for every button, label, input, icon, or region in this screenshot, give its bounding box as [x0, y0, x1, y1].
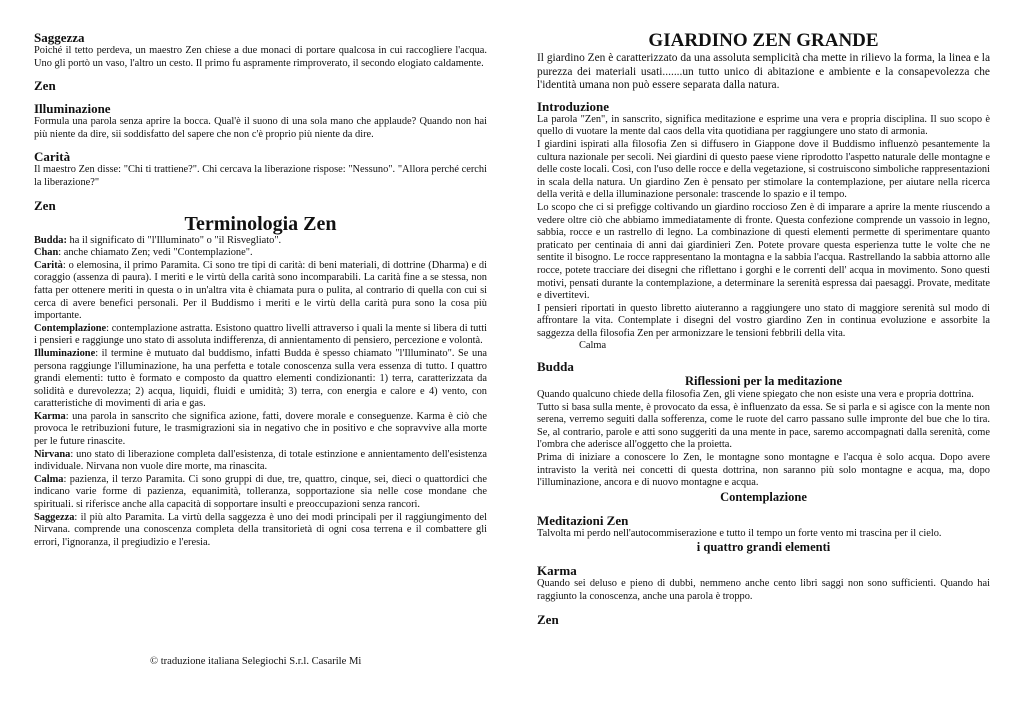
- section-text: La parola "Zen", in sanscrito, significa meditazione e esprime una vera e propria disciplina. Il suo scopo è quello di vuotare la mente dal caos della vita quotidiana per raggiungere uno stato di armonia.: [537, 113, 990, 138]
- main-title: GIARDINO ZEN GRANDE: [648, 30, 879, 51]
- section-heading: Riflessioni per la meditazione: [684, 374, 843, 389]
- section-heading: i quattro grandi elementi: [696, 540, 831, 555]
- section-label: Calma: [579, 340, 607, 352]
- section-title: Saggezza: [34, 30, 85, 45]
- section-text: Talvolta mi perdo nell'autocommiserazione e tutto il tempo un forte vento mi trascina per il cielo.: [537, 527, 942, 539]
- section-title: Meditazioni Zen: [537, 512, 629, 528]
- term-def: : pazienza, il terzo Paramita. Ci sono gruppi di due, tre, quattro, cinque, sei, dieci o quattordici che indicano varie forme di pazienza, equanimità, tolleranza, sopportazione sia nelle cose mondane che spirituali. si riferisce anche alla capacità di sopportare insulti e preoccupazioni senza rancori.: [34, 473, 487, 511]
- terminology-list: [34, 235, 487, 550]
- term-entry: [34, 260, 487, 323]
- term-def: : il termine è mutuato dal buddismo, infatti Budda è spesso chiamato "l'Illuminato". Se una persona raggiunge l'illuminazione, ha una perfetta e totale conoscenza sulla vera essenza di tutto. I quattro grandi elementi: tutto è formato e composto da quattro elementi condizionanti: 1) terra, caratterizzata da solidità e durevolezza; 2) acqua, liquidi, fluidi e umidità; 3) terra, con energia e calore e 4) vento, con caratteristiche di movimenti di aria e gas.: [34, 347, 487, 410]
- term-key: Calma: [34, 473, 64, 485]
- section-text: Formula una parola senza aprire la bocca. Qual'è il suono di una sola mano che applaude? Quando non hai più niente da dire, sii soddisfatto del sapere che non c'è proprio più niente da dire.: [34, 116, 487, 140]
- term-def: : o elemosina, il primo Paramita. Ci sono tre tipi di carità: di beni materiali, di dottrine (Dharma) e di coraggio (assenza di paura). I meriti e le virtù della carità sono incomparabili. La carità fine a se stessa, non fatta per ottenere meriti in questa o in un'altra vita è chiamata pura o pulita, al contrario di quella con cui si cerca di avere benefici personali. Per il Buddismo i meriti e le virtù della carità pura sono la cosa più importante.: [34, 259, 487, 322]
- term-key: Chan: [34, 247, 59, 259]
- intro-text: Il giardino Zen è caratterizzato da una assoluta semplicità cha mette in rilievo la forma, la linea e la purezza dei materiali usati.......un tutto unico di abitazione e ambiente e la consapevolezza che l'identità umana non può essere separata dalla natura.: [537, 52, 990, 92]
- term-def: : contemplazione astratta. Esistono quattro livelli attraverso i quali la mente si libera di tutti i pensieri e raggiunge uno stato di assoluta indifferenza, di annientamento di pensiero, percezione e volontà.: [34, 322, 487, 347]
- section-title: Carità: [34, 149, 71, 165]
- term-key: Budda:: [34, 234, 67, 246]
- term-entry: [34, 449, 487, 474]
- section-text: I giardini ispirati alla filosofia Zen si diffusero in Giappone dove il Buddismo influenzò pesantemente la cultura nazionale per secoli. Nei giardini di questo paese viene riprodotto l'aspetto naturale delle montagne e delle coste locali. Così, con l'uso delle rocce e della vegetazione, si costruiscono simboliche rappresentazioni in scala della natura. Un giardino Zen è pensato per stimolare la contemplazione, per aiutare nella ricerca della verità e della illuminazione personale: trascende lo spazio e il tempo.: [537, 138, 990, 201]
- section-text: I pensieri riportati in questo libretto aiuteranno a raggiungere uno stato di maggiore serenità sul modo di affrontare la vita. Contemplate i disegni del vostro giardino Zen in continua evoluzione e assorbite la saggezza della filosofia Zen per armonizzare le tensioni febbrili della vita.: [537, 302, 990, 339]
- term-entry: [34, 512, 487, 550]
- term-def: ha il significato di "l'Illuminato" o "il Risvegliato".: [66, 234, 282, 246]
- term-def: : una parola in sanscrito che significa azione, fatti, dovere morale e conseguenze. Karma è ciò che provoca le retribuzioni future, le trasmigrazioni sia in negativo che in positivo e che sopravvive alla morte per le future rinascite.: [34, 410, 487, 448]
- section-label: Zen: [34, 78, 56, 94]
- term-key: Illuminazione: [34, 347, 96, 359]
- section-title: Illuminazione: [34, 101, 111, 117]
- term-key: Carità: [34, 259, 63, 271]
- term-entry: [34, 411, 487, 449]
- term-entry: [34, 474, 487, 512]
- term-entry: [34, 323, 487, 348]
- term-def: : il più alto Paramita. La virtù della saggezza è uno dei modi principali per il raggiungimento del Nirvana. comprende una conoscenza completa della transitorietà di ogni cosa terrena e il combattere gli errori, l'ignoranza, il pregiudizio e l'eresia.: [34, 511, 487, 548]
- section-heading: Contemplazione: [720, 489, 807, 504]
- term-entry: [34, 348, 487, 411]
- section-text: Poiché il tetto perdeva, un maestro Zen chiese a due monaci di portare qualcosa in cui raccogliere l'acqua. Uno gli portò un vaso, l'altro un cesto. Il primo fu aspramente rimproverato, il secondo elogiato caldamente.: [34, 45, 487, 69]
- section-text: Tutto si basa sulla mente, è provocato da essa, è influenzato da essa. Se si parla e si agisce con la mente non serena, verremo seguiti dalla sofferenza, come le ruote del carro passano sulle impronte del bue che lo tira. Se, al contrario, parole e atti sono suggeriti da una mente in pace, saremo accompagnati dalla serenità, come l'ombra che aderisce all'oggetto che la proietta.: [537, 401, 990, 451]
- term-entry: [34, 247, 487, 260]
- term-def: : uno stato di liberazione completa dall'esistenza, di totale estinzione e annientamento dell'esistenza individuale. Nirvana non vuole dire morte, ma rinascita.: [34, 448, 487, 473]
- section-text: Il maestro Zen disse: "Chi ti trattiene?". Chi cercava la liberazione rispose: "Nessuno". "Allora perché cerchi la liberazione?": [34, 164, 487, 188]
- left-column: [34, 30, 487, 549]
- section-title: Introduzione: [537, 98, 609, 114]
- right-column: [537, 30, 990, 627]
- terminology-title: Terminologia Zen: [184, 212, 337, 235]
- section-text: Lo scopo che ci si prefigge coltivando un giardino roccioso Zen è di imparare a aprire la mente riuscendo a vedere oltre ciò che abbiamo immediatamente di fronte. Questa confezione comprende un vassoio in legno, sabbia, rocce e un rastrello di legno. La combinazione di questi elementi permette di sperimentare quanto praticato per centinaia di anni dai giardinieri Zen. Potete provare questa esperienza tutte le volte che ne sentite il bisogno. Le rocce rappresentano la montagna e la sabbia l'acqua. Rastrellando la sabbia attorno alle rocce, potete tracciare dei disegni che riflettano i gorghi e le correnti dell' acqua in movimento. Sono questi motivi, pensati durante la contemplazione, a determinare la serenità espressa dai paesaggi. Provate, meditate e divertitevi.: [537, 201, 990, 302]
- section-text: Quando sei deluso e pieno di dubbi, nemmeno anche cento libri saggi non sono sufficienti. Quando hai raggiunto la conoscenza, anche una parola è troppo.: [537, 578, 990, 602]
- term-def: : anche chiamato Zen; vedi "Contemplazione".: [58, 247, 253, 259]
- term-key: Karma: [34, 410, 66, 422]
- term-key: Contemplazione: [34, 322, 107, 334]
- copyright-footer: © traduzione italiana Selegiochi S.r.l. Casarile Mi: [150, 656, 362, 667]
- section-title: Karma: [537, 563, 577, 579]
- section-label: Zen: [34, 197, 56, 213]
- term-entry: [34, 235, 487, 248]
- section-label: Zen: [537, 611, 559, 627]
- section-text: Prima di iniziare a conoscere lo Zen, le montagne sono montagne e l'acqua è solo acqua. Dopo avere intravisto la verità nei concetti di questa dottrina, non saranno più solo montagne e acqua, ma, dopo l'illuminazione, ancora e di nuovo montagne e acqua.: [537, 452, 990, 489]
- term-key: Nirvana: [34, 448, 71, 460]
- term-key: Saggezza: [34, 511, 75, 523]
- section-text: Quando qualcuno chiede della filosofia Zen, gli viene spiegato che non esiste una vera e propria dottrina.: [537, 389, 974, 401]
- section-title: Budda: [537, 359, 574, 375]
